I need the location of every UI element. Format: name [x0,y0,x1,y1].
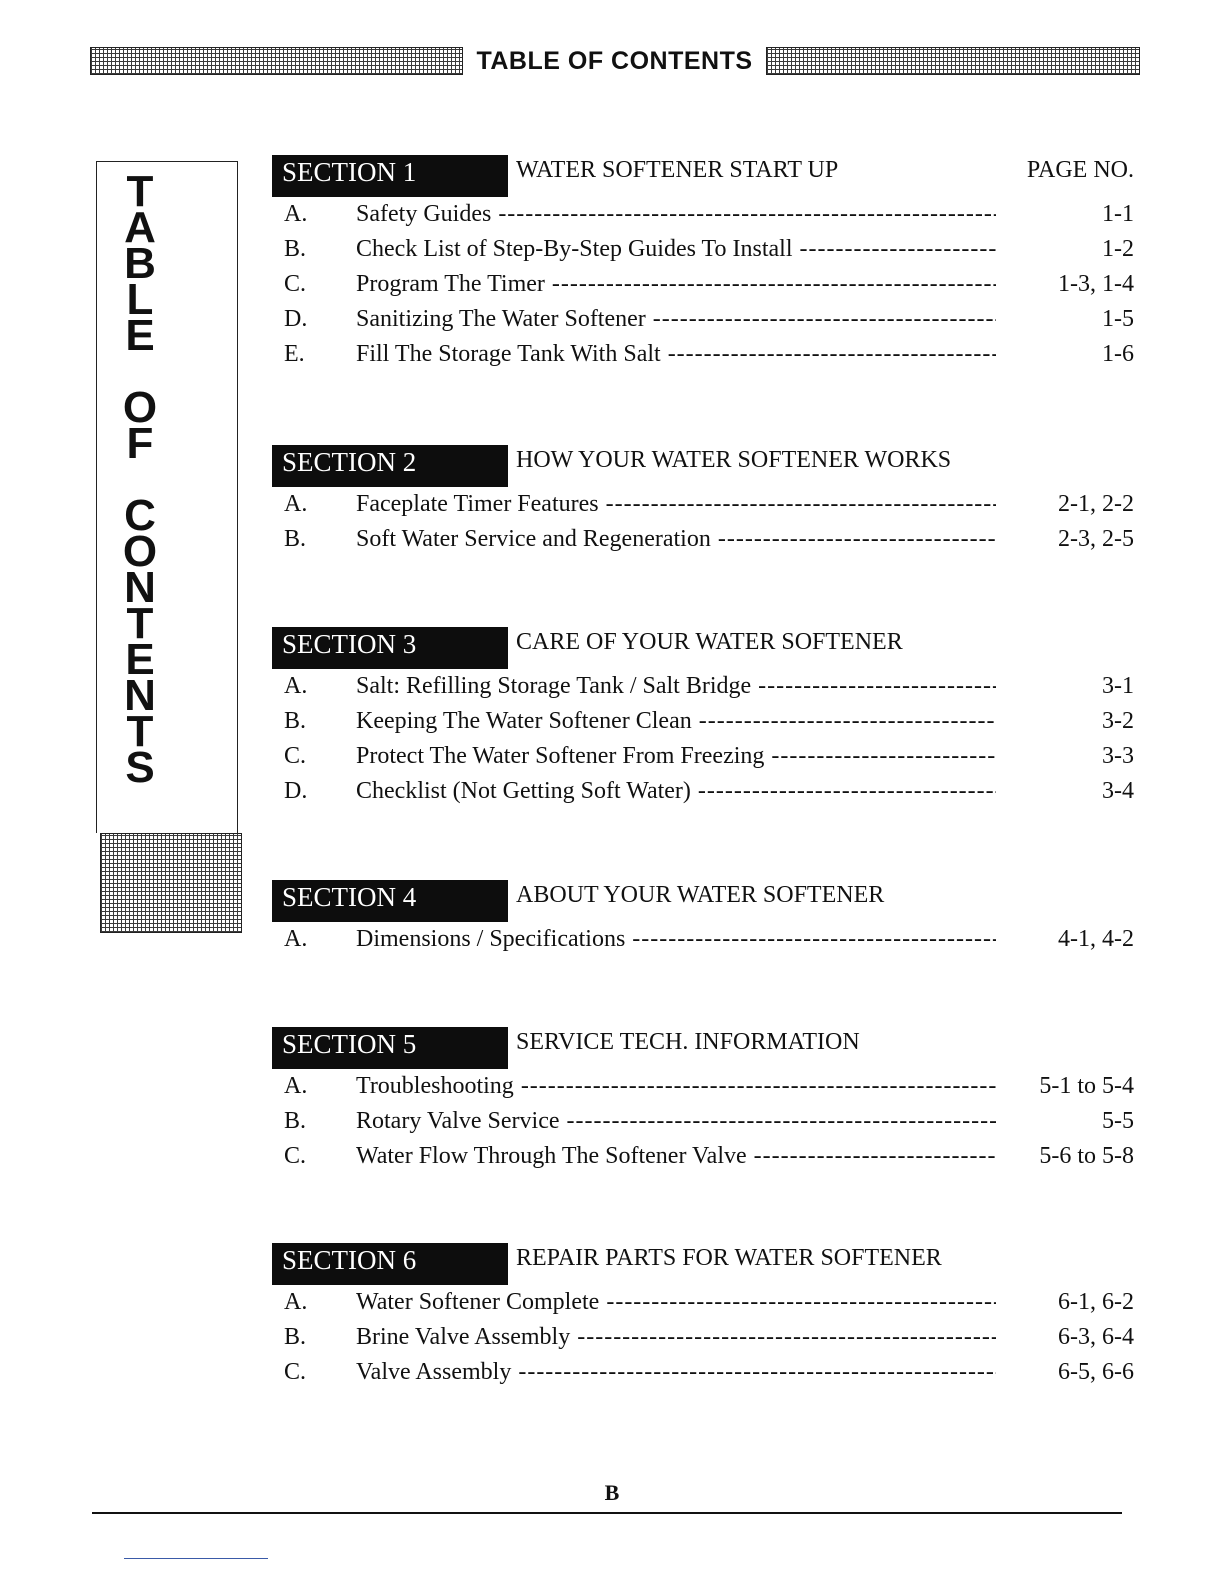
section-entries [272,669,1142,809]
entry-page: 5-1 to 5-4 [1039,1073,1134,1099]
entry-page: 3-3 [1102,743,1134,769]
entry-letter: D. [284,306,308,332]
section-entries [272,922,1142,957]
sidebar-letter: T [126,599,154,648]
entry-letter: D. [284,778,308,804]
section-badge: SECTION 5 [272,1027,508,1069]
header-hatch-right [766,47,1140,75]
section-2 [272,445,1142,557]
section-entries [272,487,1142,557]
entry-text: Troubleshooting ----- [356,1069,996,1104]
entry-text: Check List of Step-By-Step Guides To Install ----- [356,232,996,267]
entry-text: Protect The Water Softener From Freezing ----- [356,739,996,774]
page-number: B [604,1480,620,1505]
section-header [272,880,1142,922]
section-title: CARE OF YOUR WATER SOFTENER [516,629,903,655]
entry-text: Dimensions / Specifications ----- [356,922,996,957]
section-6 [272,1243,1142,1390]
section-header [272,445,1142,487]
sidebar-letter: C [124,491,156,540]
sidebar-letter: A [124,203,156,252]
entry-text: Salt: Refilling Storage Tank / Salt Bridge ----- [356,669,996,704]
entry-text: Rotary Valve Service ----- [356,1104,996,1139]
entry-letter: B. [284,708,307,734]
section-5 [272,1027,1142,1174]
entry-page: 1-3, 1-4 [1058,271,1134,297]
section-header [272,627,1142,669]
section-badge: SECTION 3 [272,627,508,669]
toc-entry[interactable] [272,1139,1142,1174]
section-title: WATER SOFTENER START UP [516,157,839,183]
entry-text: Water Softener Complete ----- [356,1285,996,1320]
entry-page: 4-1, 4-2 [1058,926,1134,952]
sidebar-letter: T [126,707,154,756]
entry-text: Program The Timer ----- [356,267,996,302]
section-badge: SECTION 4 [272,880,508,922]
toc-entry[interactable] [272,232,1142,267]
toc-entry[interactable] [272,774,1142,809]
entry-page: 5-6 to 5-8 [1039,1143,1134,1169]
entry-page: 6-1, 6-2 [1058,1289,1134,1315]
sidebar-letter: B [124,239,156,288]
entry-page: 5-5 [1102,1108,1134,1134]
entry-text: Sanitizing The Water Softener ----- [356,302,996,337]
toc-entry[interactable] [272,1104,1142,1139]
entry-page: 2-1, 2-2 [1058,491,1134,517]
entry-letter: A. [284,673,308,699]
section-entries [272,197,1142,372]
section-title: REPAIR PARTS FOR WATER SOFTENER [516,1245,942,1271]
sidebar-letter: T [126,167,154,216]
toc-entry[interactable] [272,302,1142,337]
header-bar [90,44,1140,78]
section-entries [272,1069,1142,1174]
entry-text: Brine Valve Assembly ----- [356,1320,996,1355]
toc-entry[interactable] [272,1285,1142,1320]
entry-page: 3-4 [1102,778,1134,804]
entry-page: 3-1 [1102,673,1134,699]
section-badge: SECTION 2 [272,445,508,487]
entry-page: 3-2 [1102,708,1134,734]
entry-letter: B. [284,1324,307,1350]
sidebar-letter: L [126,275,154,324]
section-header [272,1243,1142,1285]
entry-page: 1-2 [1102,236,1134,262]
entry-text: Checklist (Not Getting Soft Water) ----- [356,774,996,809]
sidebar-letter: F [126,419,154,468]
entry-letter: A. [284,926,308,952]
sidebar-letter: N [124,563,156,612]
footer-accent-line [124,1558,268,1559]
entry-letter: C. [284,1143,307,1169]
entry-letter: B. [284,1108,307,1134]
section-title: ABOUT YOUR WATER SOFTENER [516,882,885,908]
sidebar-vertical-title [110,167,170,792]
toc-entry[interactable] [272,337,1142,372]
toc-entry[interactable] [272,1355,1142,1390]
entry-page: 2-3, 2-5 [1058,526,1134,552]
toc-entry[interactable] [272,669,1142,704]
entry-text: Soft Water Service and Regeneration ----- [356,522,996,557]
sidebar-letter: E [125,635,155,684]
section-entries [272,1285,1142,1390]
toc-entry[interactable] [272,704,1142,739]
section-header [272,155,1142,197]
entry-letter: E. [284,341,305,367]
entry-letter: C. [284,1359,307,1385]
section-header [272,1027,1142,1069]
section-badge: SECTION 1 [272,155,508,197]
toc-entry[interactable] [272,267,1142,302]
sidebar-letter: O [122,383,158,432]
entry-letter: B. [284,236,307,262]
toc-entry[interactable] [272,1320,1142,1355]
entry-text: Water Flow Through The Softener Valve ----- [356,1139,996,1174]
section-title: HOW YOUR WATER SOFTENER WORKS [516,447,952,473]
entry-letter: A. [284,491,308,517]
entry-letter: B. [284,526,307,552]
sidebar-letter: N [124,671,156,720]
section-badge: SECTION 6 [272,1243,508,1285]
sidebar-letter: S [125,743,155,792]
footer-rule [92,1512,1122,1514]
entry-page: 1-6 [1102,341,1134,367]
entry-letter: A. [284,1073,308,1099]
entry-text: Fill The Storage Tank With Salt ----- [356,337,996,372]
page-no-label: PAGE NO. [1026,157,1134,183]
section-1 [272,155,1142,372]
sidebar-hatch [100,833,242,933]
toc-entry[interactable] [272,522,1142,557]
entry-letter: A. [284,201,308,227]
entry-text: Safety Guides ----- [356,197,996,232]
toc-entry[interactable] [272,487,1142,522]
entry-text: Faceplate Timer Features ----- [356,487,996,522]
entry-page: 1-1 [1102,201,1134,227]
entry-page: 6-5, 6-6 [1058,1359,1134,1385]
toc-entry[interactable] [272,922,1142,957]
entry-letter: C. [284,743,307,769]
toc-entry[interactable] [272,1069,1142,1104]
section-title: SERVICE TECH. INFORMATION [516,1029,860,1055]
sidebar-letter: E [125,311,155,360]
header-hatch-left [90,47,463,75]
toc-entry[interactable] [272,739,1142,774]
entry-page: 1-5 [1102,306,1134,332]
entry-letter: C. [284,271,307,297]
section-4 [272,880,1142,957]
sidebar-letter: O [122,527,158,576]
entry-page: 6-3, 6-4 [1058,1324,1134,1350]
toc-entry[interactable] [272,197,1142,232]
entry-letter: A. [284,1289,308,1315]
entry-text: Keeping The Water Softener Clean ----- [356,704,996,739]
page-title: TABLE OF CONTENTS [476,47,753,75]
section-3 [272,627,1142,809]
entry-text: Valve Assembly ----- [356,1355,996,1390]
